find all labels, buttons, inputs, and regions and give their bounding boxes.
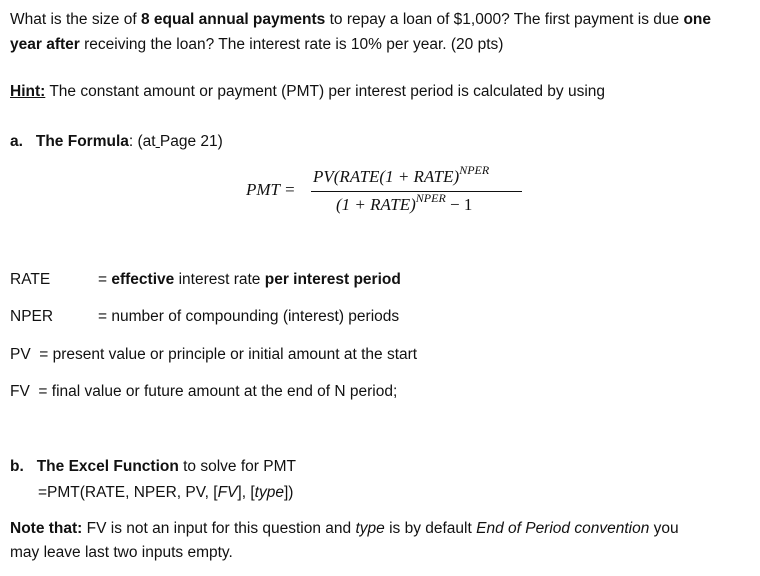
section-b-heading xyxy=(10,455,296,479)
definition-fv: FV = final value or future amount at the end of N period; xyxy=(10,383,398,400)
section-a-heading xyxy=(10,130,223,154)
definition-nper-text: = number of compounding (interest) periods xyxy=(98,308,400,325)
section-b-rest: to solve for PMT xyxy=(178,458,296,475)
section-b-marker: b. xyxy=(10,458,24,475)
definition-pv: PV = present value or principle or initial amount at the start xyxy=(10,346,418,363)
section-b-title: The Excel Function xyxy=(36,458,179,475)
definition-rate-text: = effective interest rate per interest period xyxy=(98,271,401,288)
hint-text: The constant amount or payment (PMT) per interest period is calculated by using xyxy=(45,83,606,100)
question-line-1 xyxy=(10,8,711,32)
note-line-2: may leave last two inputs empty. xyxy=(10,544,233,561)
term-rate: RATE xyxy=(10,271,51,288)
question-emphasis-one: one xyxy=(683,11,712,28)
formula-lhs: PMT = xyxy=(246,180,296,199)
question-emphasis-payments: 8 equal annual payments xyxy=(140,11,326,28)
question-text: to repay a loan of $1,000? The first payment is due xyxy=(325,11,684,28)
section-a-ref-page: Page 21) xyxy=(159,133,223,150)
question-text: receiving the loan? The interest rate is 10% per year. (20 pts) xyxy=(79,36,504,53)
formula-denominator: (1 + RATE)$^{NPER}$ − 1 xyxy=(336,191,473,214)
hint-label: Hint: xyxy=(10,83,46,100)
term-nper: NPER xyxy=(10,308,54,325)
note-line-1: Note that: FV is not an input for this question and type is by default End of Period convention you xyxy=(10,520,679,537)
hint-line xyxy=(10,80,605,104)
question-line-2 xyxy=(10,33,503,57)
question-text: What is the size of xyxy=(10,11,141,28)
note-label: Note that: xyxy=(10,520,83,537)
section-a-ref: : (at xyxy=(128,133,156,150)
section-a-title: The Formula xyxy=(35,133,129,150)
excel-function: =PMT(RATE, NPER, PV, [FV], [type]) xyxy=(38,484,294,501)
question-emphasis-year-after: year after xyxy=(10,36,80,53)
section-a-marker: a. xyxy=(10,133,23,150)
formula-numerator: PV(RATE(1 + RATE)$^{NPER}$ xyxy=(313,163,490,186)
